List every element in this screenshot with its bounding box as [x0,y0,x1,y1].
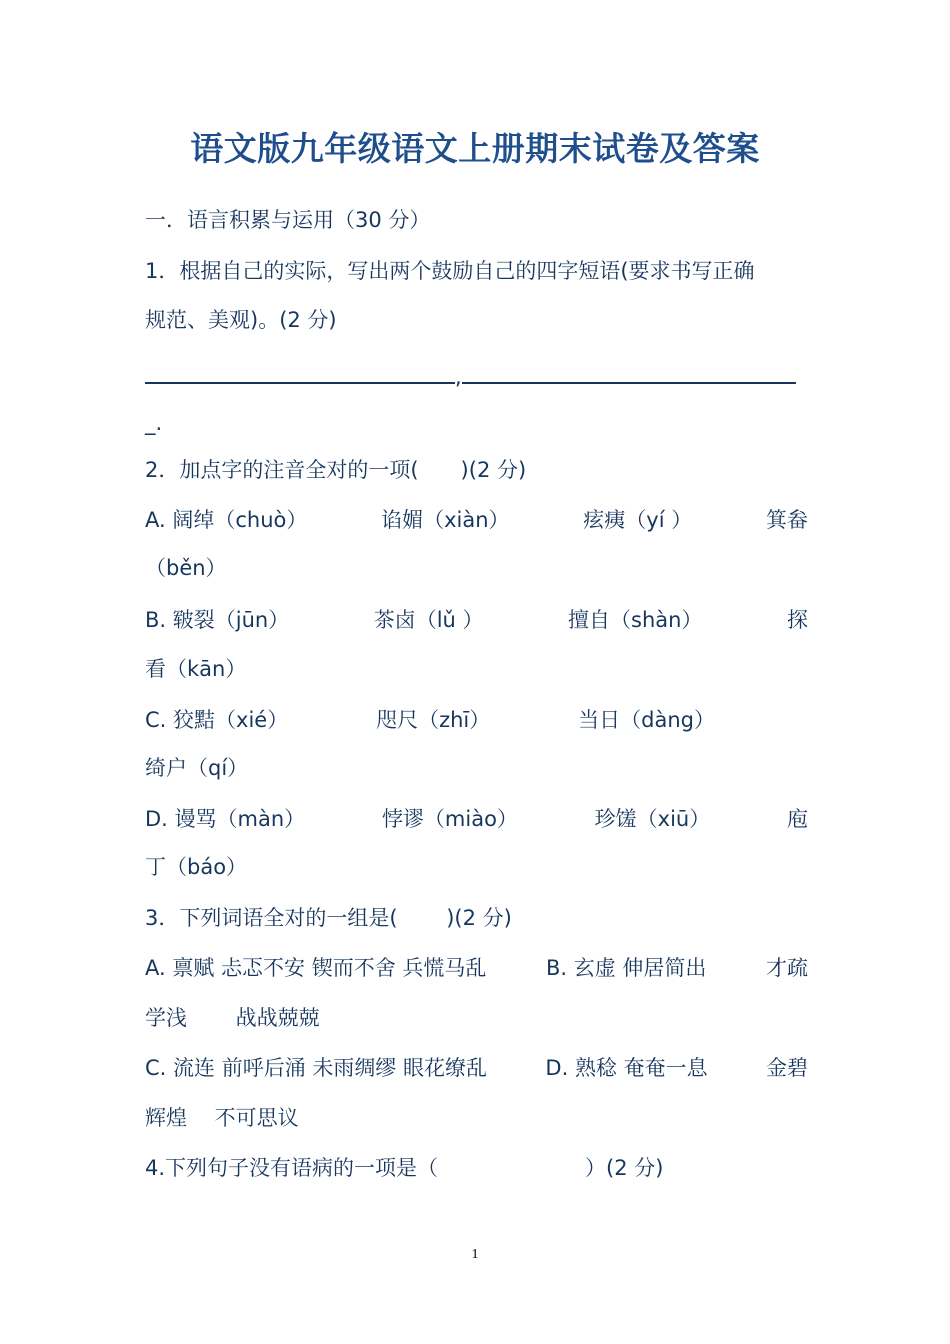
option-item: 珍馐（xiū） [594,807,711,831]
option-item: 擅自（shàn） [568,608,703,632]
q1-answer-tail: _. [145,411,163,435]
option-item: B. 皲裂（jūn） [145,608,290,632]
q1-line2: 规范、美观)。(2 分) [145,308,337,332]
q3-option-cd-cont: 辉煌 不可思议 [145,1106,299,1130]
q2-option-b-cont: 看（kān） [145,657,247,681]
q1-line1: 1．根据自己的实际，写出两个鼓励自己的四字短语(要求书写正确 [145,259,755,283]
q2-option-b [145,605,808,635]
q3-option-ab [145,953,808,983]
option-item: A. 阔绰（chuò） [145,508,308,532]
q2-option-a [145,505,808,535]
q2-option-c [145,705,715,735]
option-item: B. 玄虚 伸居简出 [545,956,707,980]
option-item: C. 狡黠（xié） [145,708,289,732]
option-item: 茶卤（lǔ ） [373,608,484,632]
option-item: 悖谬（miào） [381,807,518,831]
option-item: D. 熟稔 奄奄一息 [545,1056,708,1080]
option-item: A. 禀赋 忐忑不安 锲而不舍 兵慌马乱 [145,956,487,980]
option-item: 才疏 [766,956,808,980]
document-title: 语文版九年级语文上册期末试卷及答案 [190,129,760,168]
page-number: 1 [471,1247,479,1262]
q3-stem: 3．下列词语全对的一组是( )(2 分) [145,906,512,930]
q2-stem: 2．加点字的注音全对的一项( )(2 分) [145,458,527,482]
q2-option-c-cont: 绮户（qí） [145,756,249,780]
section-heading: 一．语言积累与运用（30 分） [145,208,431,232]
q2-option-d [145,804,808,834]
option-item: 痃痍（yí ） [583,508,693,532]
option-item: 庖 [787,807,808,831]
option-item: 箕畚 [765,508,808,532]
option-item: 谄媚（xiàn） [381,508,510,532]
option-item: C. 流连 前呼后涌 未雨绸缪 眼花缭乱 [145,1056,488,1080]
q1-answer-line [145,360,796,392]
q3-option-cd [145,1053,808,1083]
option-item: 咫尺（zhī） [376,708,491,732]
answer-blank [462,360,796,384]
q2-option-d-cont: 丁（báo） [145,855,248,879]
q2-option-a-cont: （běn） [145,556,227,580]
option-item: D. 谩骂（màn） [145,807,306,831]
comma: , [455,365,462,389]
q3-option-ab-cont: 学浅 战战兢兢 [145,1006,320,1030]
q4-stem: 4.下列句子没有语病的一项是（ ）(2 分) [145,1156,664,1180]
option-item: 探 [786,608,808,632]
answer-blank [145,360,455,384]
option-item: 金碧 [766,1056,808,1080]
option-item: 当日（dàng） [578,708,715,732]
